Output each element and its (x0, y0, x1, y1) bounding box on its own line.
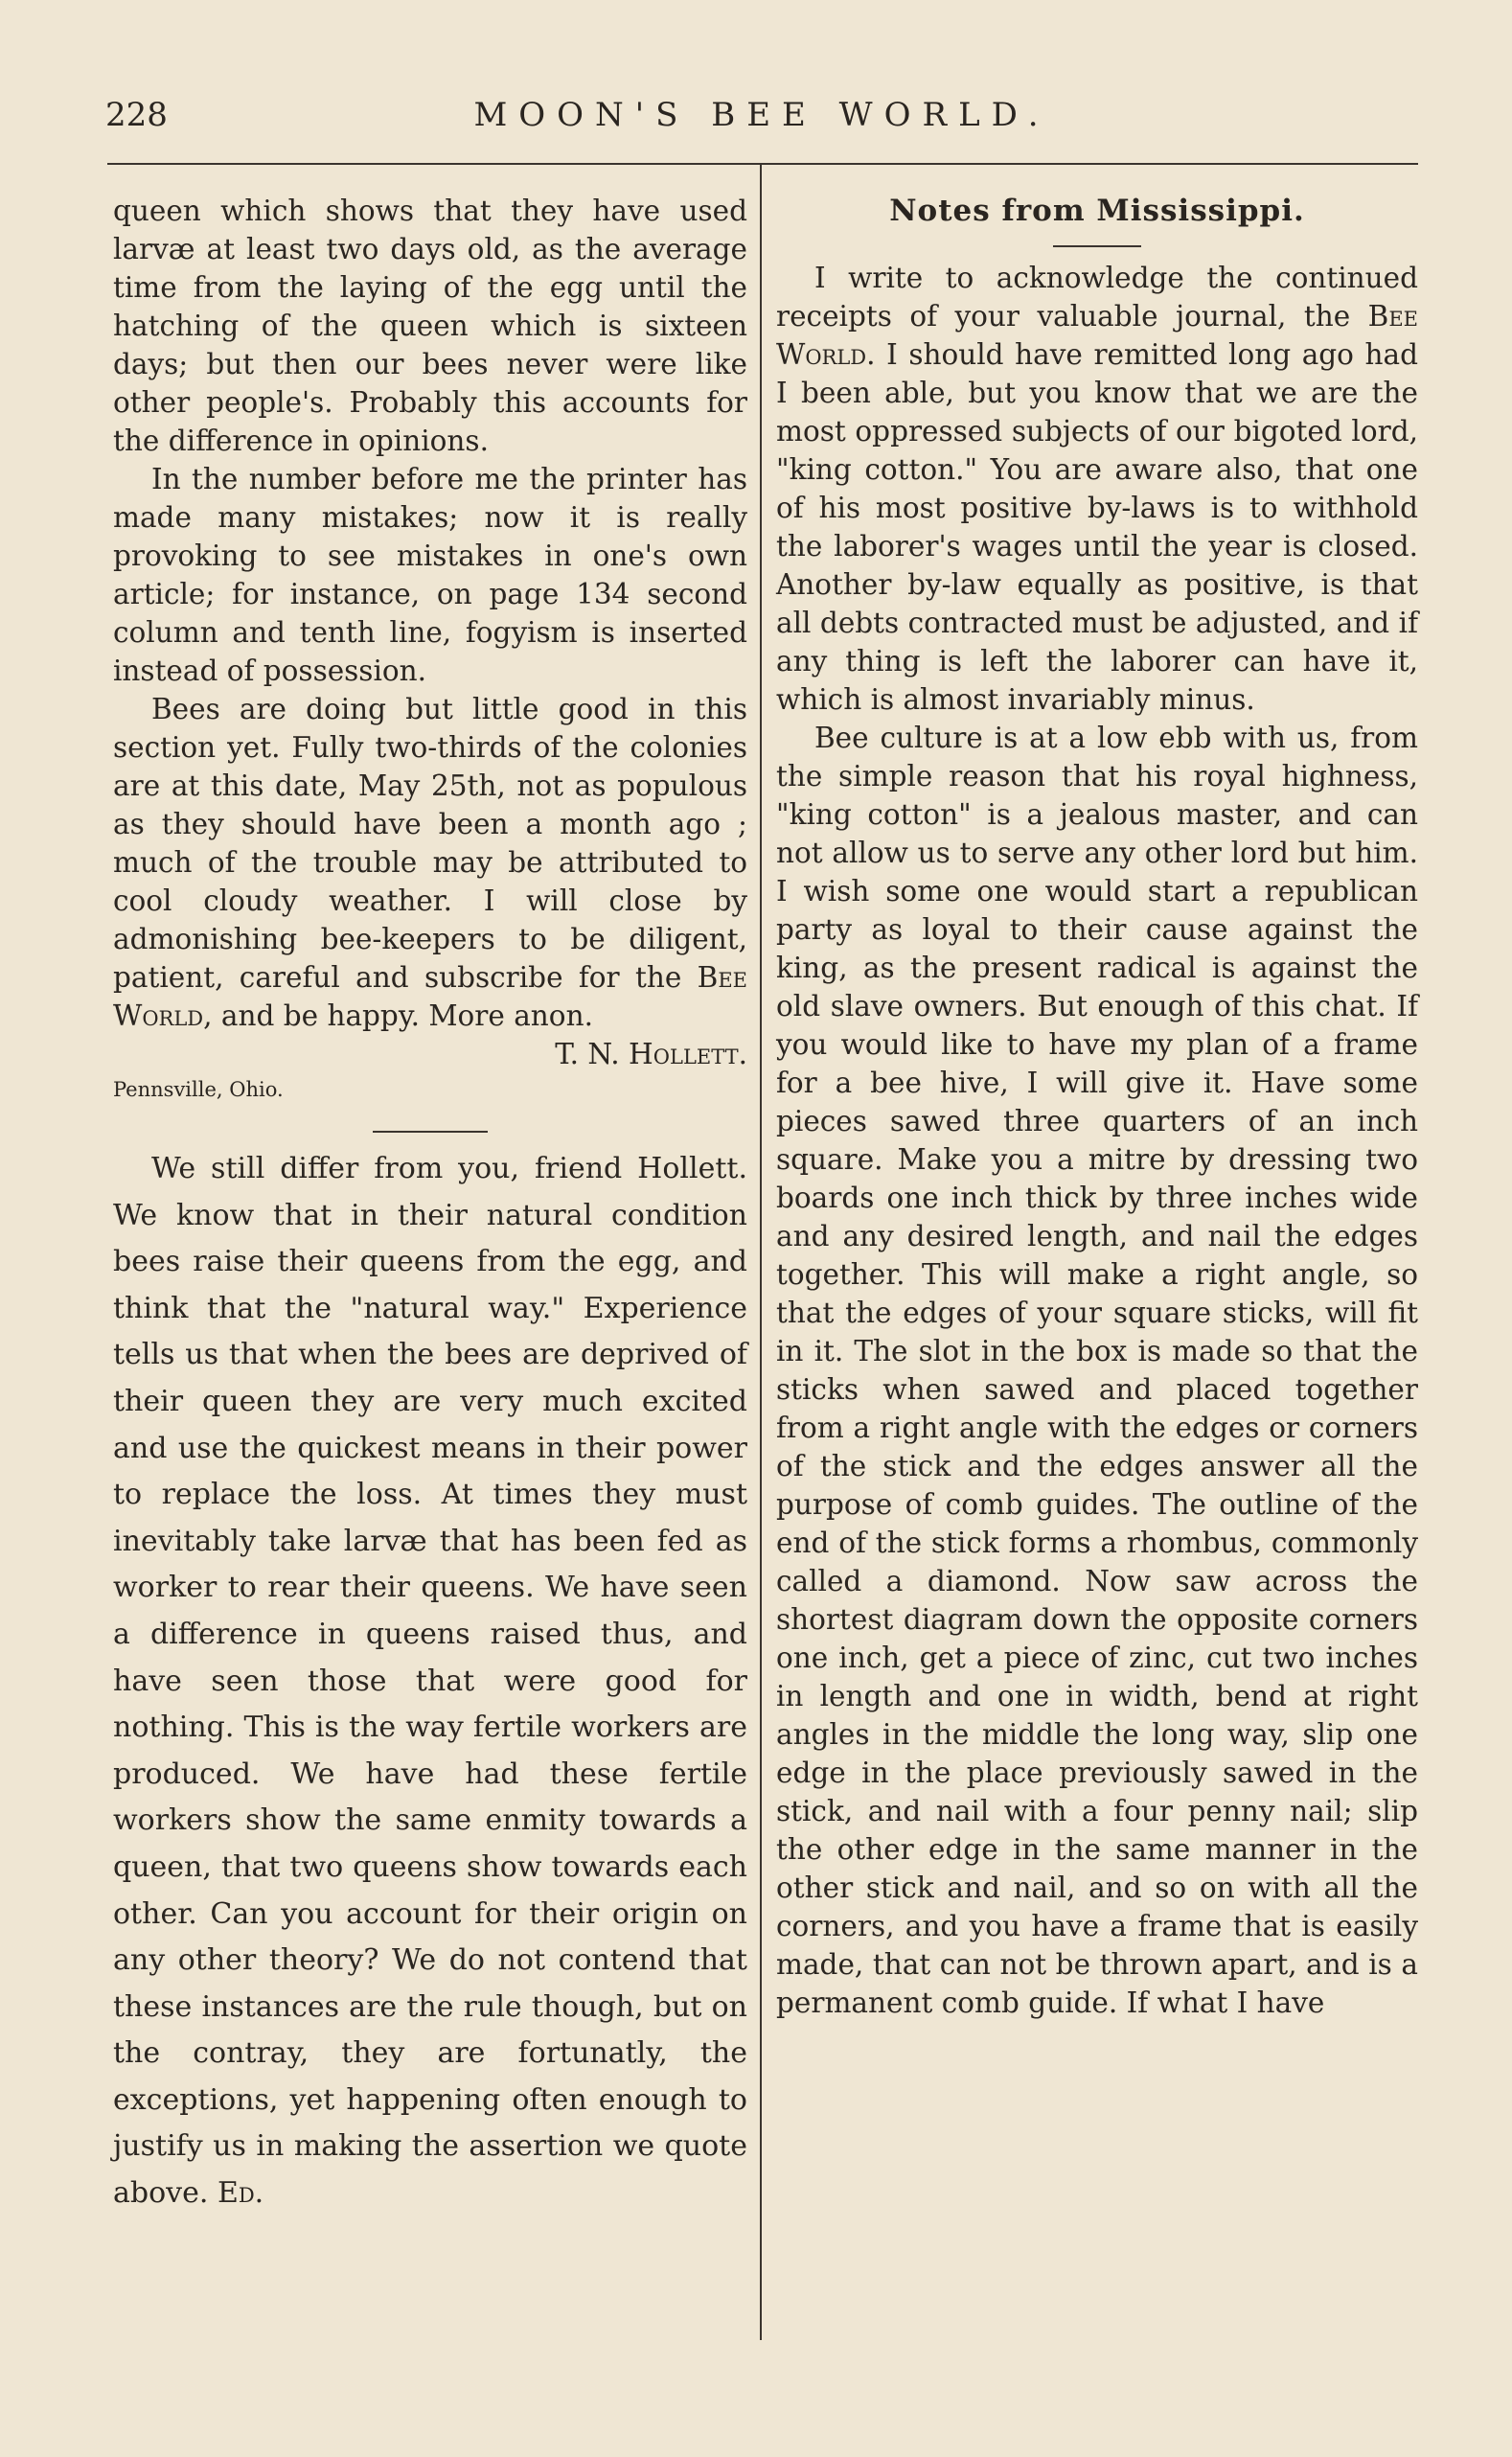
page-header (105, 96, 1418, 153)
page-number: 228 (105, 96, 168, 134)
paragraph (776, 259, 1418, 719)
article-title: Notes from Mississippi. (889, 194, 1305, 228)
editor-sign: Ed. (217, 2176, 264, 2211)
journal-name: Bee World (776, 300, 1418, 371)
editor-note (113, 1146, 747, 2217)
paragraph-text: I write to acknowledge the continued receipts of your valuable journal, the (776, 262, 1418, 333)
column-divider (760, 165, 762, 2340)
left-column (113, 192, 747, 2217)
header-rule (107, 163, 1418, 165)
author-location: Pennsville, Ohio. (113, 1078, 284, 1101)
paragraph: In the number before me the printer has made many mistakes; now it is really provoking to see mistakes in one's own article; for instance, on page 134 second column and tenth line, fogyism is inserted instead of possession. (113, 463, 747, 687)
editor-note-body: We still differ from you, friend Hollett. We know that in their natural condition bees raise their queens from the egg, and think that the "natural way." Experience tells us that when the bees are deprived of their queen they are very much excited and use the quickest means in their power to replace the loss. At times they must inevitably take larvæ that has been fed as worker to rear their queens. We have seen a difference in queens raised thus, and have seen those that were good for nothing. This is the way fertile workers are produced. We have had these fertile workers show the same enmity towards a queen, that two queens show towards each other. Can you account for their origin on any other theory? We do not contend that these instances are the rule though, but on the contray, they are fortunatly, the exceptions, yet happening often enough to justify us in making the assertion we quote above. (113, 1152, 747, 2211)
paragraph-text: , and be happy. More anon. (203, 999, 593, 1032)
journal-name: Bee World (113, 961, 747, 1032)
paragraph-text: Bees are doing but little good in this section yet. Fully two-thirds of the colonies are at this date, May 25th, not as populous as they should have been a month ago ; much of the trouble may be attributed to cool cloudy weather. I will close by admonishing bee-keepers to be diligent, patient, careful and subscribe for the (113, 693, 747, 994)
paragraph: queen which shows that they have used larvæ at least two days old, as the average time from the laying of the egg until the hatching of the queen which is sixteen days; but then our bees never were like other people's. Probably this accounts for the difference in opinions. (113, 195, 747, 457)
right-column (776, 192, 1418, 2022)
paragraph-text: . I should have remitted long ago had I been able, but you know that we are the most oppressed subjects of our bigoted lord, "king cotton." You are aware also, that one of his most positive by-laws is to withhold the laborer's wages until the year is closed. Another by-law equally as positive, is that all debts contracted must be adjusted, and if any thing is left the laborer can have it, which is almost invariably minus. (776, 338, 1418, 716)
paragraph: Bee culture is at a low ebb with us, from the simple reason that his royal highness, "king cotton" is a jealous master, and can not allow us to serve any other lord but him. I wish some one would start a republican party as loyal to their cause against the king, as the present radical is against the old slave owners. But enough of this chat. If you would like to have my plan of a frame for a bee hive, I will give it. Have some pieces sawed three quarters of an inch square. Make you a mitre by dressing two boards one inch thick by three inches wide and any desired length, and nail the edges together. This will make a right angle, so that the edges of your square sticks, will fit in it. The slot in the box is made so that the sticks when sawed and placed together from a right angle with the edges or corners of the stick and the edges answer all the purpose of comb guides. The outline of the end of the stick forms a rhombus, commonly called a diamond. Now saw across the shortest diagram down the opposite corners one inch, get a piece of zinc, cut two inches in length and one in width, bend at right angles in the middle the long way, slip one edge in the place previously sawed in the stick, and nail with a four penny nail; slip the other edge in the same manner in the other stick and nail, and so on with all the corners, and you have a frame that is easily made, that can not be thrown apart, and is a permanent comb guide. If what I have (776, 722, 1418, 2019)
paragraph (113, 690, 747, 1035)
section-rule (373, 1131, 488, 1133)
editor-note-text (113, 1146, 747, 2217)
running-title: MOON'S BEE WORLD. (473, 96, 1050, 134)
title-rule (1053, 245, 1141, 247)
author-signature: T. N. Hollett. (555, 1038, 747, 1070)
